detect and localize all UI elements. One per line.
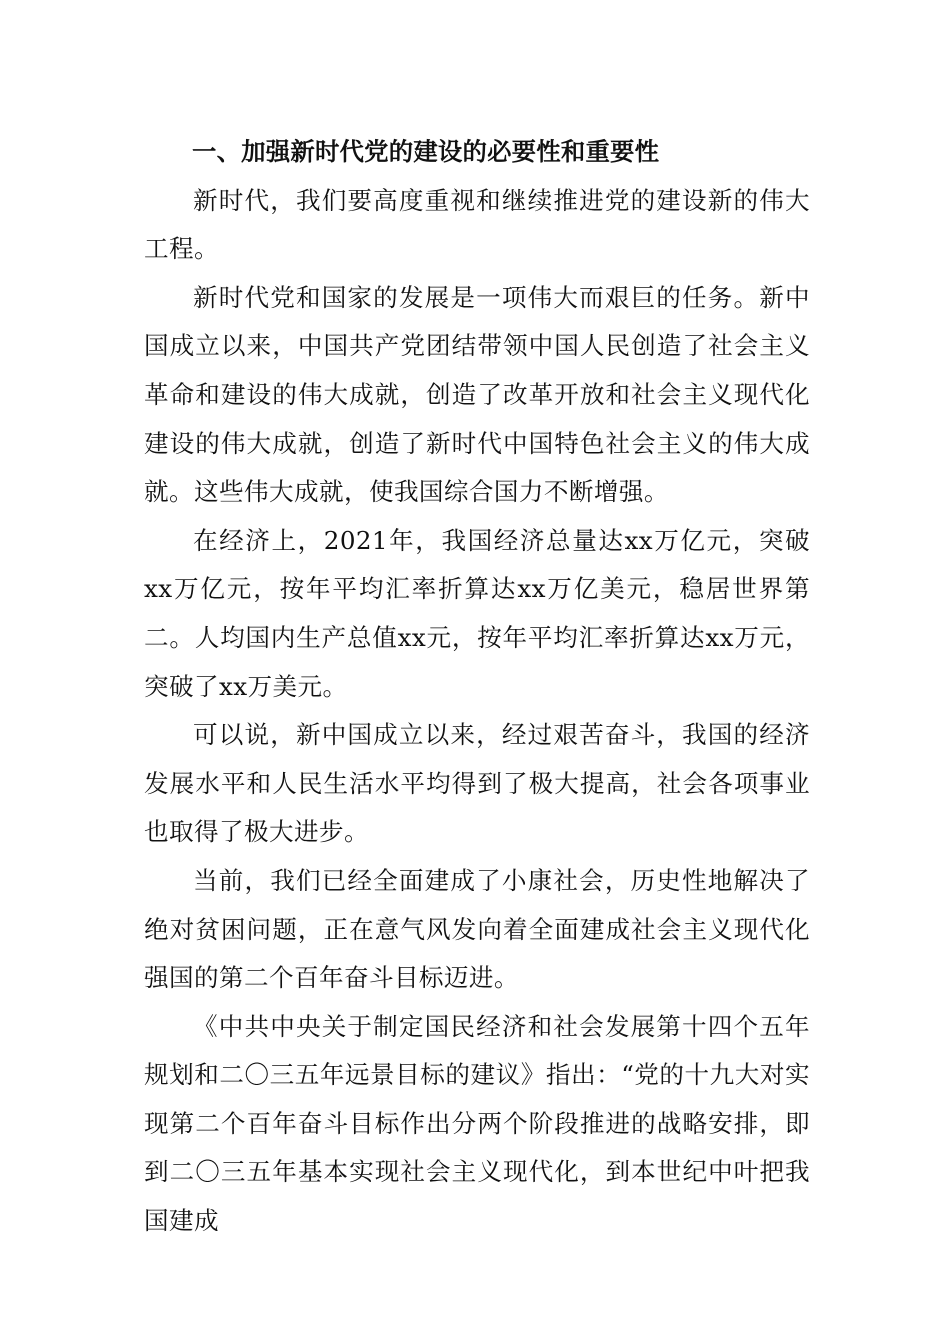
- section-heading: 一、加强新时代党的建设的必要性和重要性: [192, 137, 660, 166]
- paragraph-1: 新时代，我们要高度重视和继续推进党的建设新的伟大工程。: [144, 185, 810, 264]
- paragraph-6: 《中共中央关于制定国民经济和社会发展第十四个五年规划和二〇三五年远景目标的建议》指出：“党的十九大对实现第二个百年奋斗目标作出分两个阶段推进的战略安排，即到二〇三五年基本实现社会主义现代化，到本世纪中叶把我国建成: [144, 1011, 810, 1236]
- paragraph-4: 可以说，新中国成立以来，经过艰苦奋斗，我国的经济发展水平和人民生活水平均得到了极大提高，社会各项事业也取得了极大进步。: [144, 720, 810, 847]
- document-body: [144, 128, 810, 1246]
- paragraph-5: 当前，我们已经全面建成了小康社会，历史性地解决了绝对贫困问题，正在意气风发向着全面建成社会主义现代化强国的第二个百年奋斗目标迈进。: [144, 865, 810, 993]
- paragraph-2: 新时代党和国家的发展是一项伟大而艰巨的任务。新中国成立以来，中国共产党团结带领中国人民创造了社会主义革命和建设的伟大成就，创造了改革开放和社会主义现代化建设的伟大成就，创造了新时代中国特色社会主义的伟大成就。这些伟大成就，使我国综合国力不断增强。: [144, 282, 810, 507]
- paragraph-3: 在经济上，2021年，我国经济总量达xx万亿元，突破xx万亿元，按年平均汇率折算达xx万亿美元，稳居世界第二。人均国内生产总值xx元，按年平均汇率折算达xx万元，突破了xx万美元。: [144, 525, 810, 701]
